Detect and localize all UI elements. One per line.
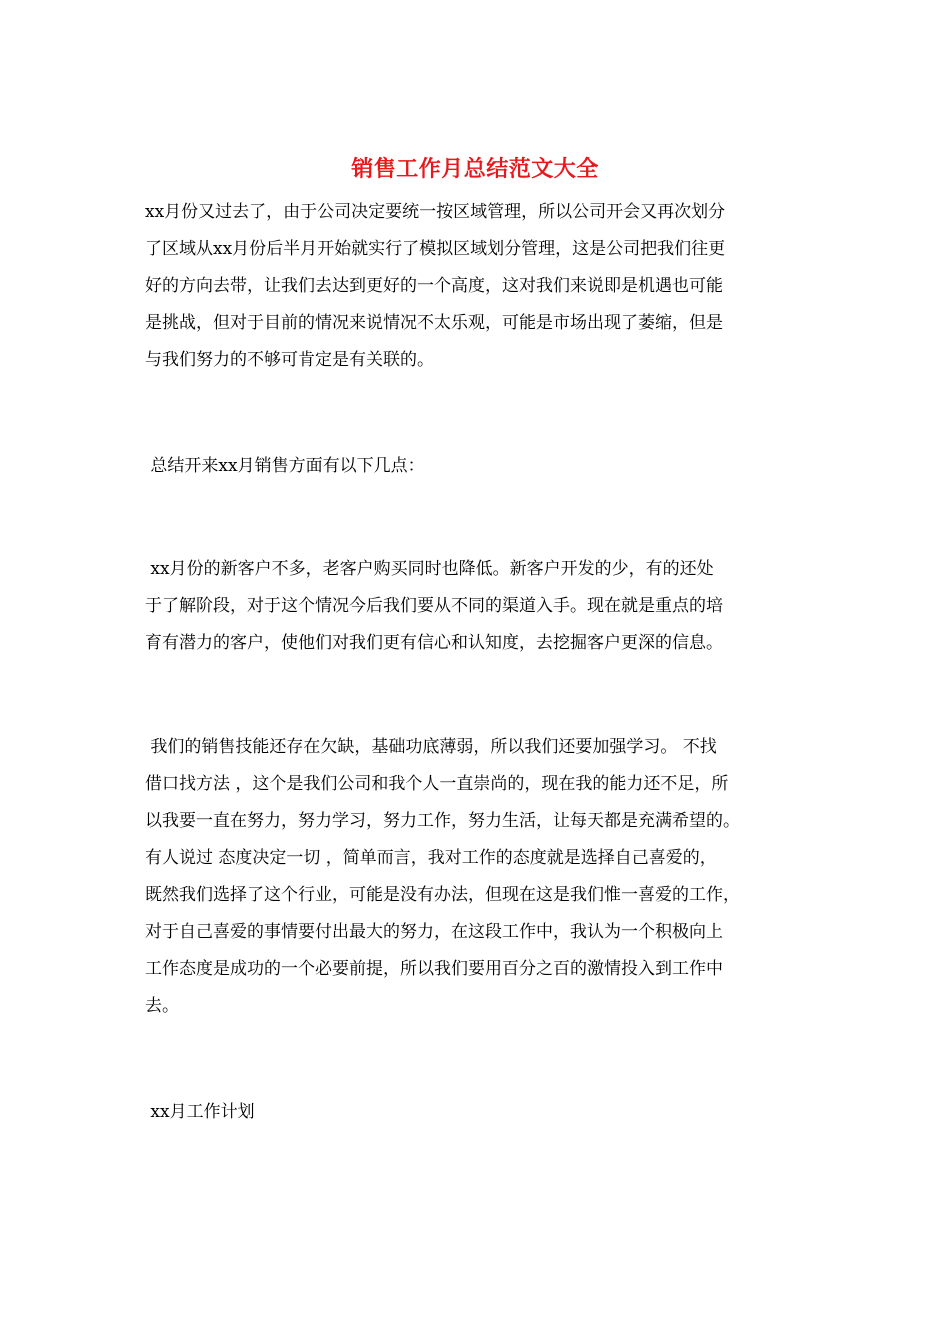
text-line: 去。: [145, 996, 179, 1016]
text-line: 是挑战，但对于目前的情况来说情况不太乐观，可能是市场出现了萎缩，但是: [145, 313, 723, 333]
text-line: 我们的销售技能还存在欠缺，基础功底薄弱，所以我们还要加强学习。 不找: [145, 737, 717, 757]
text-line: xx月工作计划: [145, 1102, 255, 1122]
text-line: xx月份的新客户不多，老客户购买同时也降低。新客户开发的少，有的还处: [145, 559, 714, 579]
text-line: 好的方向去带，让我们去达到更好的一个高度，这对我们来说即是机遇也可能: [145, 276, 723, 296]
text-line: 了区域从xx月份后半月开始就实行了模拟区域划分管理，这是公司把我们往更: [145, 239, 726, 259]
text-line: 育有潜力的客户，使他们对我们更有信心和认知度，去挖掘客户更深的信息。: [145, 633, 723, 653]
text-line: 借口找方法 ，这个是我们公司和我个人一直崇尚的，现在我的能力还不足，所: [145, 774, 729, 794]
text-line: 有人说过 态度决定一切 ，简单而言，我对工作的态度就是选择自己喜爱的，: [145, 848, 717, 868]
text-line: 既然我们选择了这个行业，可能是没有办法，但现在这是我们惟一喜爱的工作，: [145, 885, 740, 905]
text-line: xx月份又过去了，由于公司决定要统一按区域管理，所以公司开会又再次划分: [145, 202, 726, 222]
text-line: 与我们努力的不够可肯定是有关联的。: [145, 350, 434, 370]
text-line: 对于自己喜爱的事情要付出最大的努力，在这段工作中，我认为一个积极向上: [145, 922, 723, 942]
text-line: 于了解阶段，对于这个情况今后我们要从不同的渠道入手。现在就是重点的培: [145, 596, 723, 616]
document-title: 销售工作月总结范文大全: [351, 156, 599, 182]
text-line: 总结开来xx月销售方面有以下几点：: [145, 456, 425, 476]
text-line: 工作态度是成功的一个必要前提，所以我们要用百分之百的激情投入到工作中: [145, 959, 723, 979]
text-line: 以我要一直在努力，努力学习，努力工作，努力生活，让每天都是充满希望的。: [145, 811, 740, 831]
